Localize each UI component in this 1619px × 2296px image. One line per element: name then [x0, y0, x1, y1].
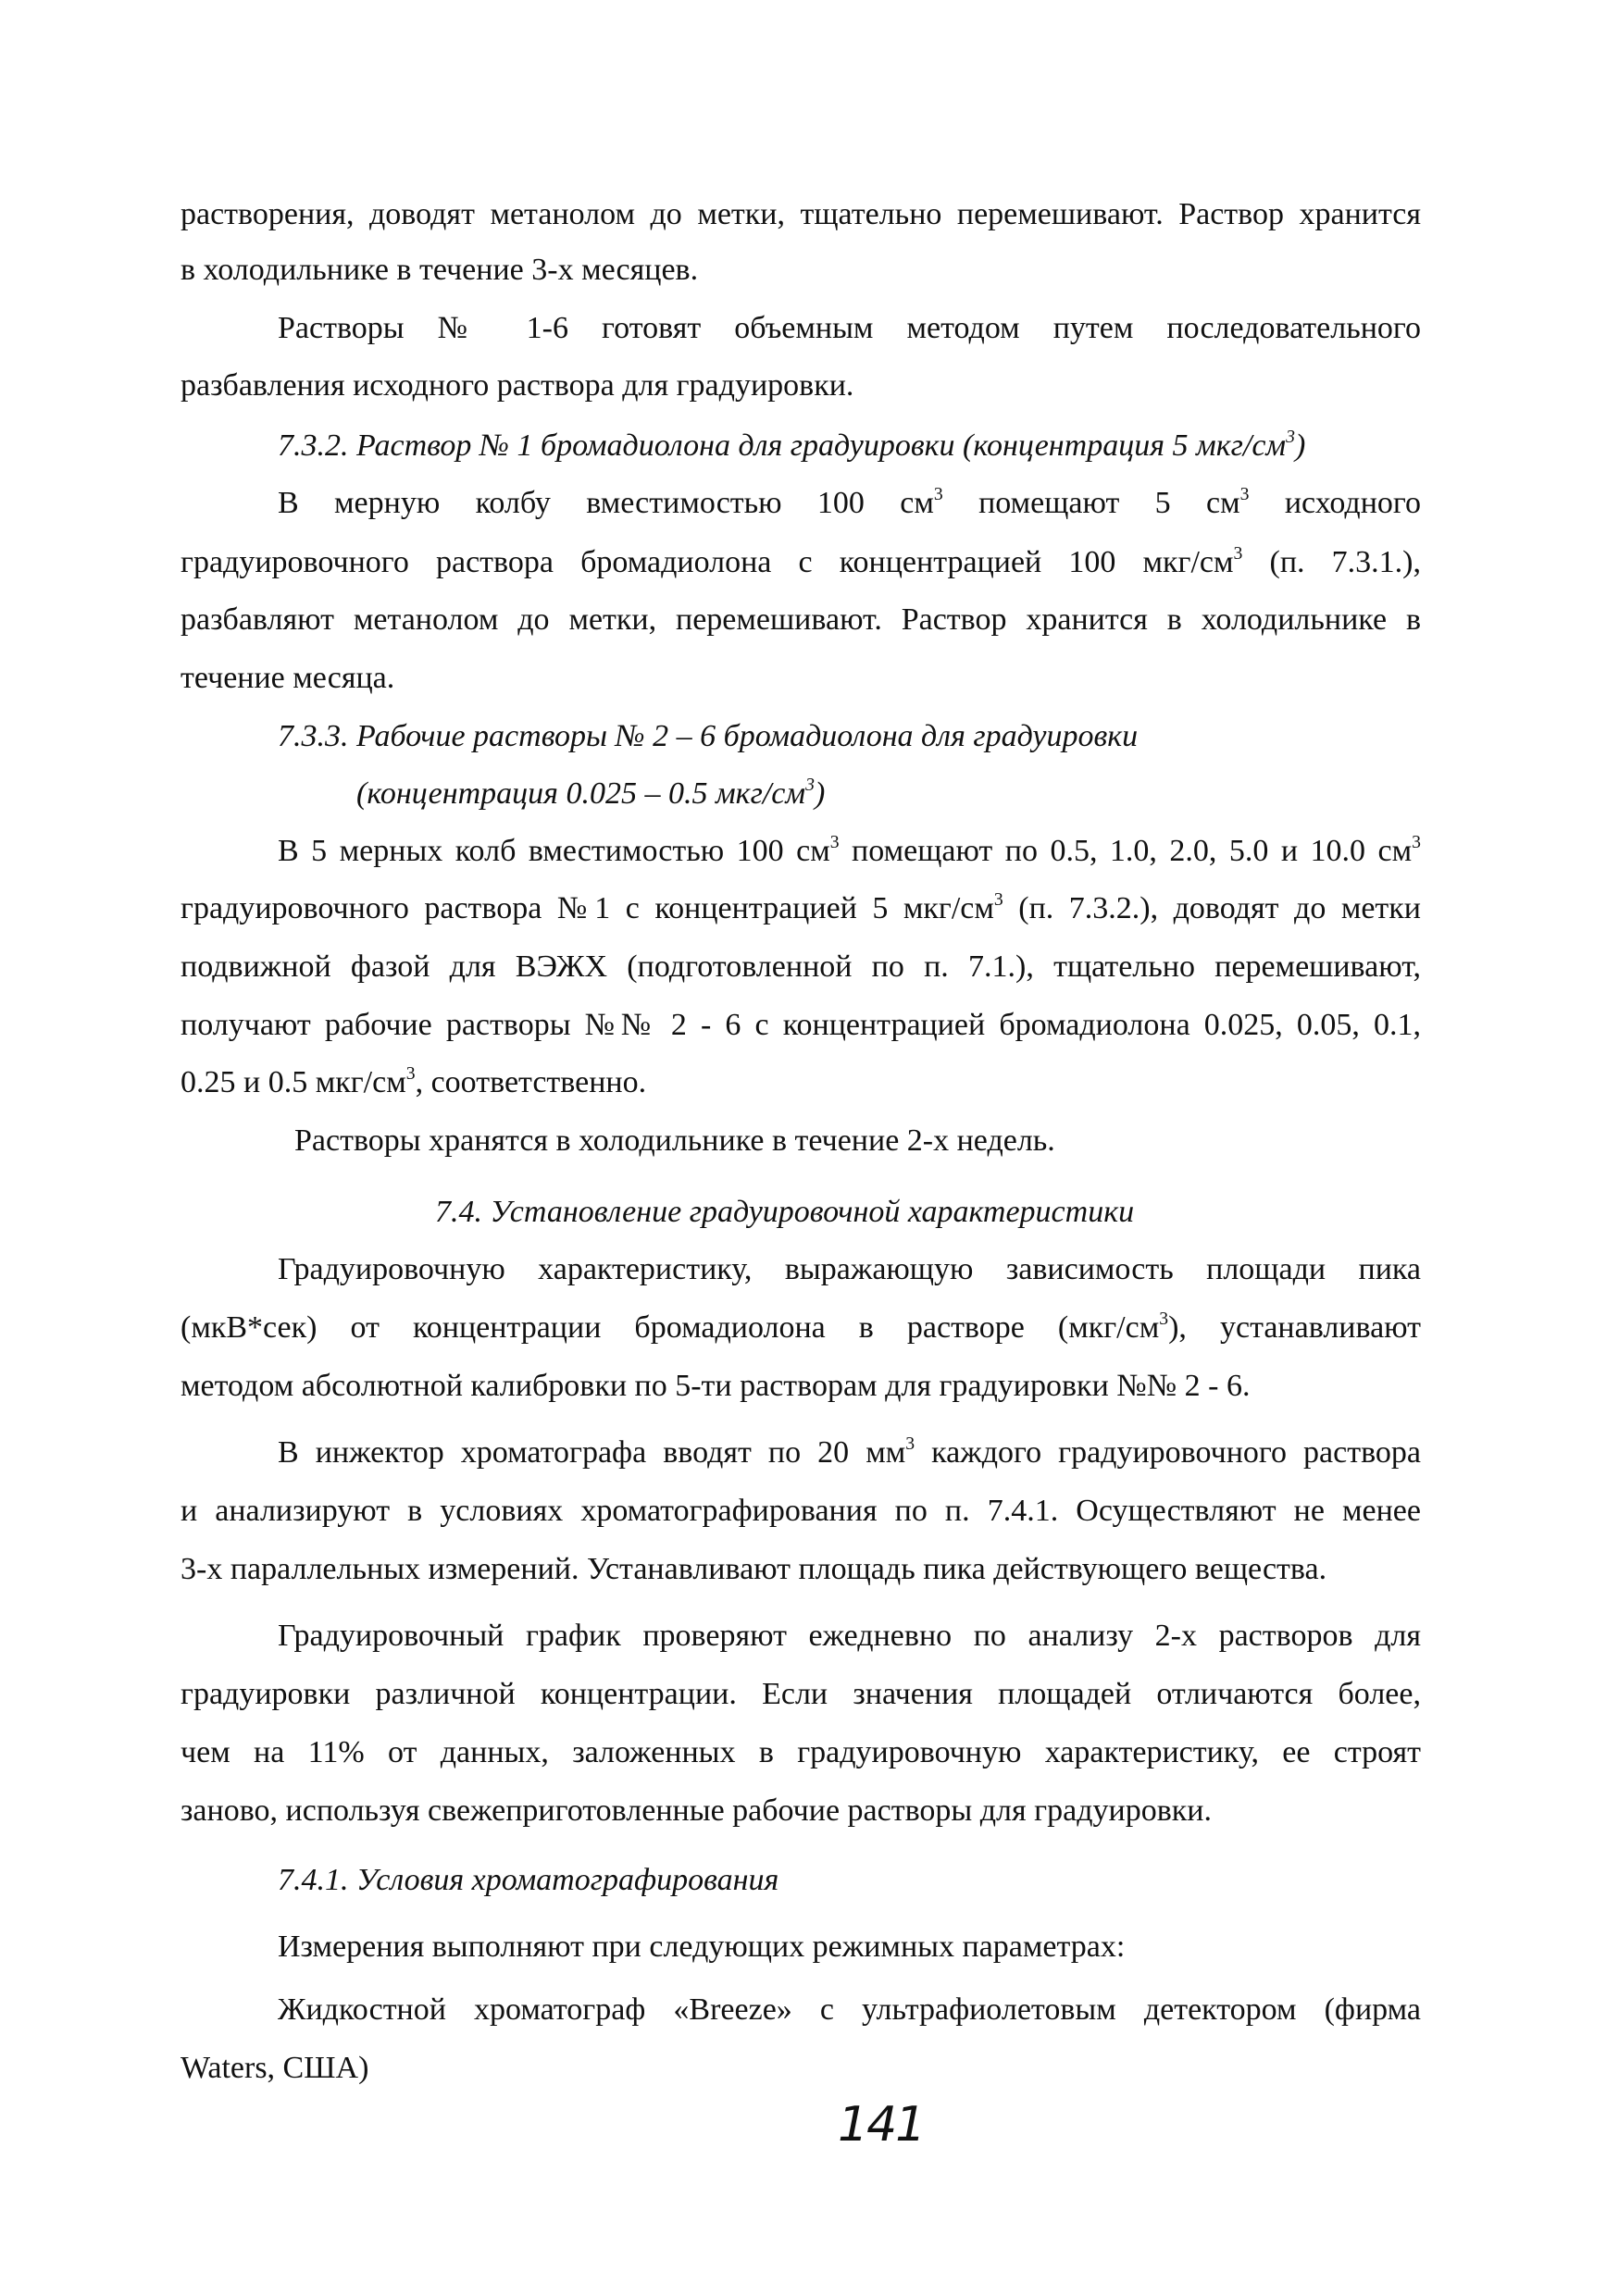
text-line: получают рабочие растворы №№ 2 - 6 с концентрацией бромадиолона 0.025, 0.05, 0.1,	[181, 1008, 1421, 1042]
text-line: в холодильнике в течение 3-х месяцев.	[181, 253, 699, 287]
text-line: градуировочного раствора бромадиолона с концентрацией 100 мкг/$см^3$ (п. 7.3.1.),	[181, 543, 1421, 579]
text-line: 3-х параллельных измерений. Устанавливают площадь пика действующего вещества.	[181, 1552, 1327, 1586]
section-heading-7-4: 7.4. Установление градуировочной характеристики	[435, 1195, 1135, 1229]
text-line: растворения, доводят метанолом до метки, тщательно перемешивают. Раствор хранится	[181, 197, 1421, 231]
text-line: В инжектор хроматографа вводят по 20 $мм^3$ каждого градуировочного раствора	[278, 1433, 1421, 1470]
page-number: 141	[838, 2097, 925, 2153]
paragraph-storage-2-weeks: Растворы хранятся в холодильнике в течение 2-х недель.	[294, 1123, 1055, 1158]
text-line: Градуировочный график проверяют ежедневно по анализу 2-х растворов для	[278, 1619, 1421, 1653]
text-line: Жидкостной хроматограф «Breeze» с ультрафиолетовым детектором (фирма	[278, 1992, 1421, 2027]
text-line: градуировки различной концентрации. Если значения площадей отличаются более,	[181, 1677, 1421, 1711]
text-line: разбавляют метанолом до метки, перемешивают. Раствор хранится в холодильнике в	[181, 602, 1421, 637]
section-heading-7-4-1: 7.4.1. Условия хроматографирования	[278, 1863, 779, 1897]
text-line: Растворы № 1-6 готовят объемным методом путем последовательного	[278, 311, 1421, 345]
text-line: и анализируют в условиях хроматографирования по п. 7.4.1. Осуществляют не менее	[181, 1494, 1421, 1528]
section-heading-7-3-2: 7.3.2. Раствор № 1 бромадиолона для градуировки (концентрация 5 мкг/$см^3$)	[278, 427, 1306, 463]
text-line: (мкВ*сек) от концентрации бромадиолона в растворе $(мкг/см^3)$, устанавливают	[181, 1309, 1421, 1345]
heading-line: 7.3.3. Рабочие растворы № 2 – 6 бромадиолона для градуировки	[278, 719, 1139, 753]
text-line: 0.25 и 0.5 мкг/$см^3$, соответственно.	[181, 1063, 647, 1099]
text-line: В мерную колбу вместимостью 100 $см^3$ помещают 5 $см^3$ исходного	[278, 484, 1422, 520]
text-line: Waters, США)	[181, 2051, 369, 2085]
text-line: методом абсолютной калибровки по 5-ти растворам для градуировки №№ 2 - 6.	[181, 1369, 1251, 1403]
text-line: Градуировочную характеристику, выражающую зависимость площади пика	[278, 1252, 1421, 1286]
text-line: течение месяца.	[181, 661, 395, 695]
text-line: подвижной фазой для ВЭЖХ (подготовленной по п. 7.1.), тщательно перемешивают,	[181, 949, 1421, 984]
text-line: градуировочного раствора №1 с концентрацией 5 мкг/$см^3$ (п. 7.3.2.), доводят до метки	[181, 889, 1421, 925]
heading-line: (концентрация 0.025 – 0.5 мкг/$см^3$)	[356, 775, 826, 811]
text-line: В 5 мерных колб вместимостью 100 $см^3$ помещают по 0.5, 1.0, 2.0, 5.0 и 10.0 $см^3$	[278, 832, 1422, 868]
text-line: заново, используя свежеприготовленные рабочие растворы для градуировки.	[181, 1793, 1212, 1828]
text-line: чем на 11% от данных, заложенных в градуировочную характеристику, ее строят	[181, 1735, 1421, 1769]
text-line: разбавления исходного раствора для градуировки.	[181, 368, 854, 403]
paragraph-mode-parameters: Измерения выполняют при следующих режимных параметрах:	[278, 1930, 1126, 1964]
